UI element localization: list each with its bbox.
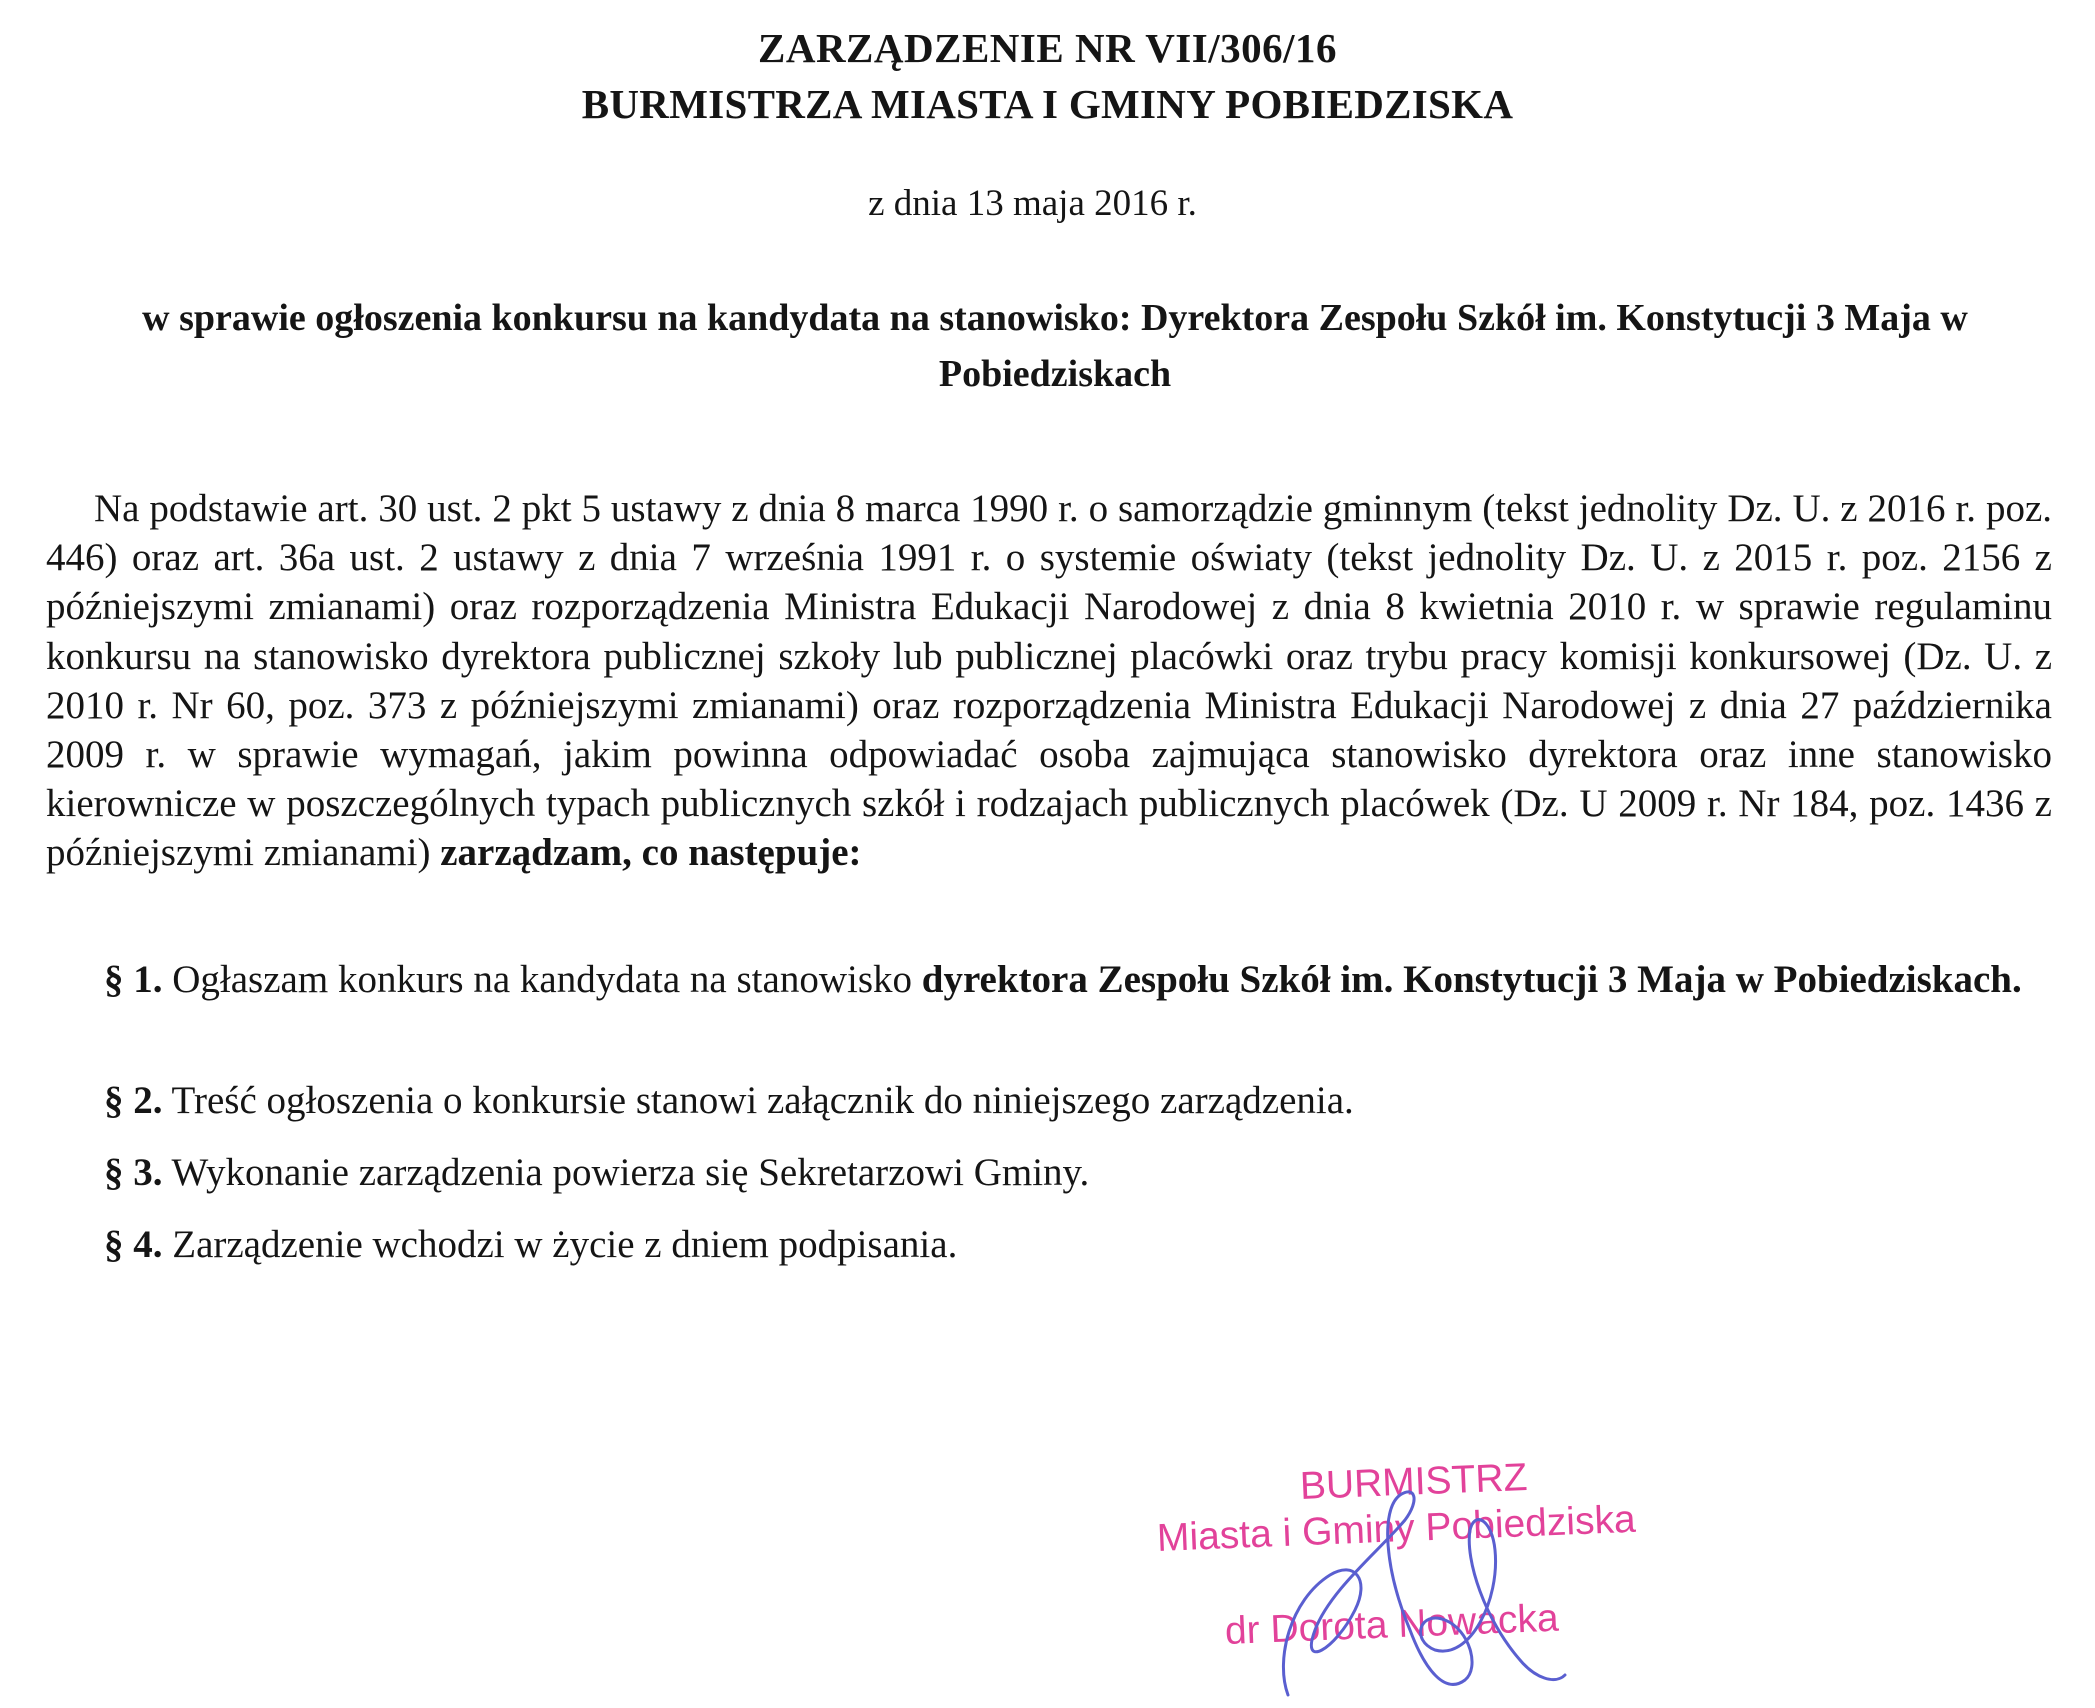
- paragraph-4: [46, 1220, 2052, 1270]
- paragraph-1: [46, 955, 2052, 1005]
- issuer-title: BURMISTRZA MIASTA I GMINY POBIEDZISKA: [581, 81, 1514, 127]
- paragraph-2-label: § 2.: [104, 1079, 163, 1122]
- preamble-closing: zarządzam, co następuje:: [440, 831, 862, 875]
- stamp-title: BURMISTRZ: [1299, 1455, 1529, 1508]
- paragraph-2: [46, 1076, 2052, 1126]
- document-date: z dnia 13 maja 2016 r.: [868, 183, 1197, 224]
- document-title: ZARZĄDZENIE NR VII/306/16: [757, 25, 1337, 71]
- paragraph-3-label: § 3.: [104, 1151, 163, 1194]
- paragraph-1-label: § 1.: [104, 958, 163, 1001]
- stamp-name: dr Dorota Nowacka: [1224, 1596, 1560, 1653]
- paragraph-4-text: Zarządzenie wchodzi w życie z dniem podpisania.: [172, 1223, 958, 1266]
- signature-stroke: [1283, 1492, 1565, 1695]
- handwritten-signature: [1270, 1480, 1570, 1705]
- document-subject: w sprawie ogłoszenia konkursu na kandydata na stanowisko: Dyrektora Zespołu Szkół im. Konstytucji 3 Maja w Pobiedziskach: [142, 297, 1968, 395]
- paragraph-2-text: Treść ogłoszenia o konkursie stanowi załącznik do niniejszego zarządzenia.: [171, 1079, 1354, 1122]
- preamble-text: Na podstawie art. 30 ust. 2 pkt 5 ustawy z dnia 8 marca 1990 r. o samorządzie gminnym (tekst jednolity Dz. U. z 2016 r. poz. 446) oraz art. 36a ust. 2 ustawy z dnia 7 września 1991 r. o systemie oświaty (tekst jednolity Dz. U. z 2015 r. poz. 2156 z późniejszymi zmianami) oraz rozporządzenia Ministra Edukacji Narodowej z dnia 8 kwietnia 2010 r. w sprawie regulaminu konkursu na stanowisko dyrektora publicznej szkoły lub publicznej placówki oraz trybu pracy komisji konkursowej (Dz. U. z 2010 r. Nr 60, poz. 373 z późniejszymi zmianami) oraz rozporządzenia Ministra Edukacji Narodowej z dnia 27 października 2009 r. w sprawie wymagań, jakim powinna odpowiadać osoba zajmująca stanowisko dyrektora oraz inne stanowisko kierownicze w poszczególnych typach publicznych szkół i rodzajach publicznych placówek (Dz. U 2009 r. Nr 184, poz. 1436 z późniejszymi zmianami): [46, 487, 2052, 875]
- paragraph-4-label: § 4.: [104, 1223, 163, 1266]
- preamble: [46, 484, 2052, 878]
- paragraph-3-text: Wykonanie zarządzenia powierza się Sekretarzowi Gminy.: [171, 1151, 1090, 1194]
- stamp-office: Miasta i Gminy Pobiedziska: [1156, 1497, 1637, 1560]
- paragraph-3: [46, 1148, 2052, 1198]
- paragraph-1-text: Ogłaszam konkurs na kandydata na stanowisko: [172, 958, 912, 1001]
- paragraph-1-bold-text: dyrektora Zespołu Szkół im. Konstytucji 3 Maja w Pobiedziskach.: [921, 958, 2022, 1001]
